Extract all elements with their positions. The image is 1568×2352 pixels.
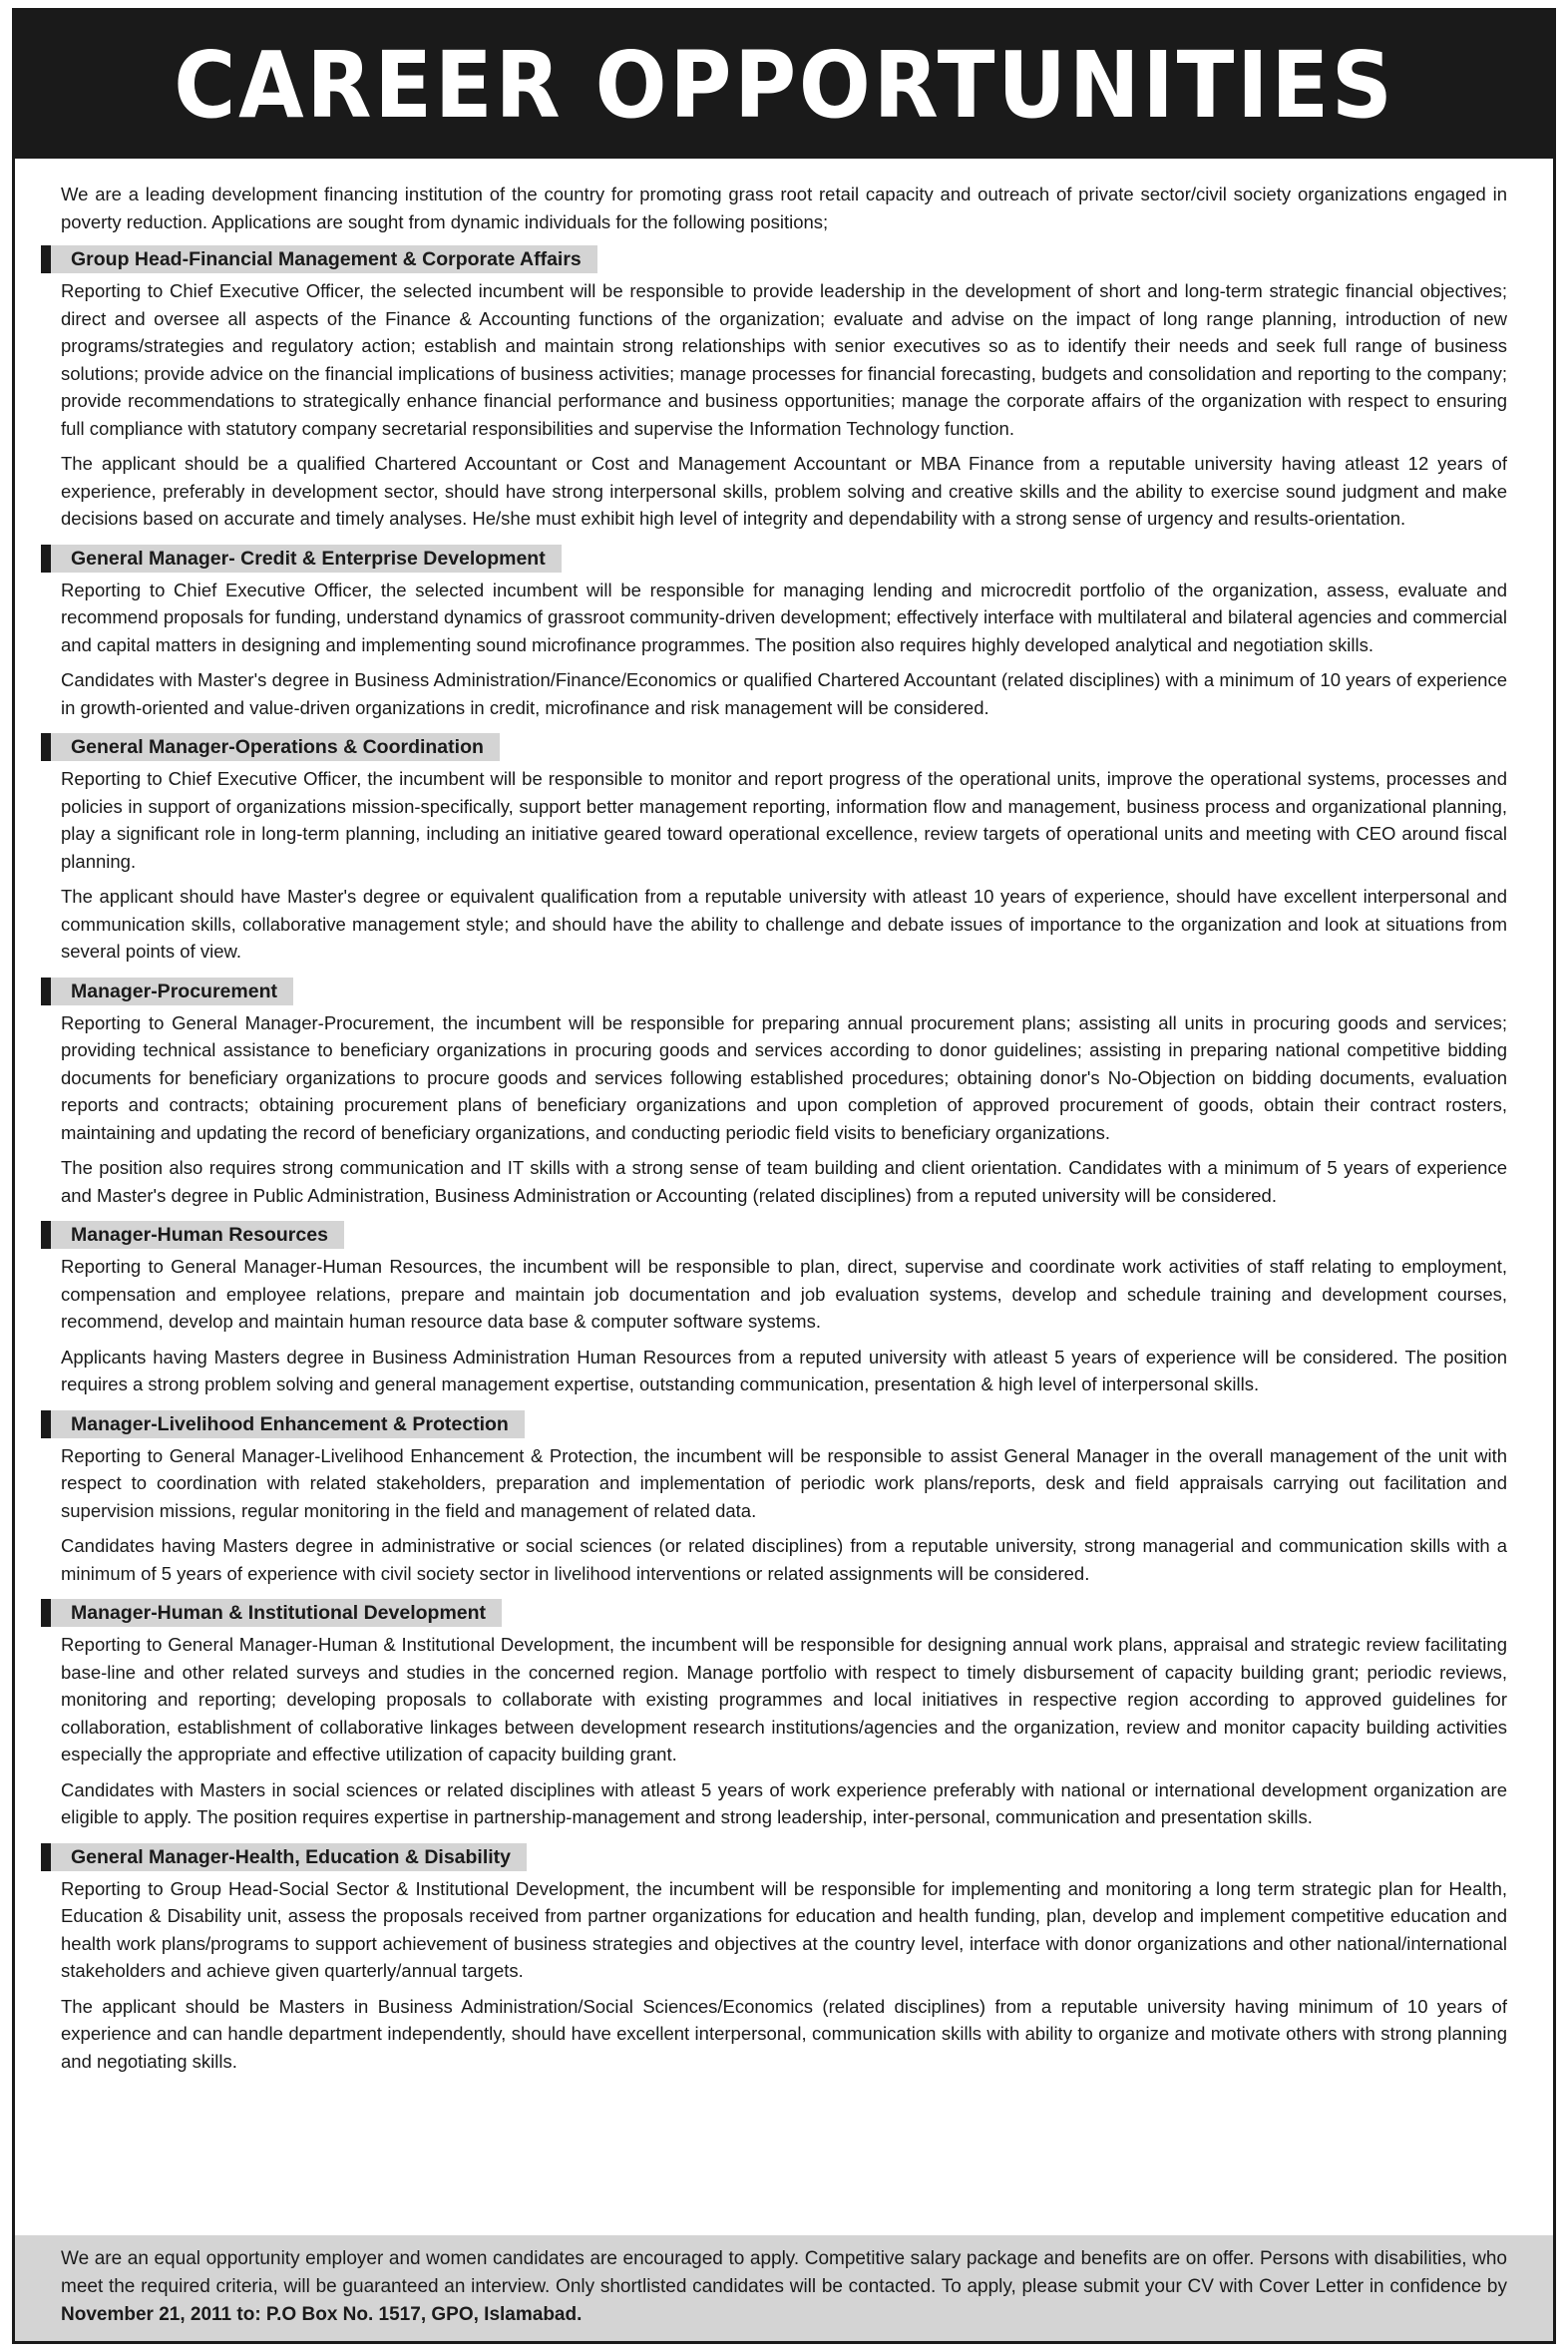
position-paragraph: Reporting to Chief Executive Officer, the incumbent will be responsible to monitor and report progress of the operational units, improve the operational systems, processes and policies in support of organizations mission-specifically, support better management reporting, information flow and management, business process and organizational planning, play a significant role in long-term planning, including an initiative geared toward operational excellence, review targets of operational units and meeting with CEO around fiscal planning. <box>61 768 1507 872</box>
position-title: General Manager-Operations & Coordination <box>41 733 500 761</box>
advertisement-page <box>12 8 1556 2344</box>
position-title: General Manager- Credit & Enterprise Development <box>41 545 562 573</box>
position-section <box>41 1595 1527 1831</box>
banner <box>15 11 1553 159</box>
footer-text: We are an equal opportunity employer and women candidates are encouraged to apply. Competitive salary package and benefits are on offer. Persons with disabilities, who meet the required criteria, will be guaranteed an interview. Only shortlisted candidates will be contacted. To apply, please submit your CV with Cover Letter in confidence by <box>61 2248 1507 2297</box>
position-section <box>41 1406 1527 1588</box>
position-title: Manager-Procurement <box>41 978 293 1005</box>
position-section <box>41 1217 1527 1398</box>
position-paragraph: Reporting to Chief Executive Officer, the selected incumbent will be responsible to provide leadership in the development of short and long-term strategic financial objectives; direct and oversee all aspects of the Finance & Accounting functions of the organization; evaluate and advise on the impact of long range planning, introduction of new programs/strategies and regulatory action; establish and maintain strong relationships with senior executives so as to identify their needs and seek full range of business solutions; provide advice on the financial implications of business activities; manage processes for financial forecasting, budgets and consolidation and reporting to the company; provide recommendations to strategically enhance financial performance and business opportunities; manage the corporate affairs of the organization with respect to ensuring full compliance with statutory company secretarial responsibilities and supervise the Information Technology function. <box>61 280 1507 439</box>
position-paragraph: Reporting to General Manager-Procurement, the incumbent will be responsible for preparing annual procurement plans; assisting all units in procuring goods and services; providing technical assistance to beneficiary organizations in procuring goods and services according to donor guidelines; assisting in preparing national competitive bidding documents for beneficiary organizations to procure goods and services following established procedures; obtaining donor's No-Objection on bidding documents, evaluation reports and contracts; obtaining procurement plans of beneficiary organizations and upon completion of approved procurement of goods, obtain their contract rosters, maintaining and updating the record of beneficiary organizations, and conducting periodic field visits to beneficiary organizations. <box>61 1011 1507 1143</box>
position-section <box>41 541 1527 722</box>
position-paragraph: Reporting to General Manager-Livelihood Enhancement & Protection, the incumbent will be responsible to assist General Manager in the overall management of the unit with respect to coordination with related stakeholders, preparation and implementation of periodic work plans/reports, desk and field appraisals carrying out facilitation and supervision missions, regular monitoring in the field and management of related data. <box>61 1444 1507 1521</box>
position-paragraph: Reporting to Chief Executive Officer, the selected incumbent will be responsible for managing lending and microcredit portfolio of the organization, assess, evaluate and recommend proposals for funding, understand dynamics of grassroot community-driven development; effectively interface with multilateral and bilateral agencies and commercial and capital matters in designing and implementing sound microfinance programmes. The position also requires highly developed analytical and negotiation skills. <box>61 579 1507 655</box>
position-section <box>41 729 1527 966</box>
position-title: Manager-Human Resources <box>41 1221 344 1249</box>
position-paragraph: Candidates with Masters in social sciences or related disciplines with atleast 5 years of work experience preferably with national or international development organization are eligible to apply. The position requires expertise in partnership-management and strong leadership, inter-personal, communication and presentation skills. <box>61 1778 1507 1827</box>
position-paragraph: The applicant should be Masters in Business Administration/Social Sciences/Economics (related disciplines) from a reputable university having minimum of 10 years of experience and can handle department independently, should have excellent interpersonal, communication skills with ability to organize and motivate others with strong planning and negotiating skills. <box>61 1995 1507 2072</box>
position-paragraph: Reporting to General Manager-Human & Institutional Development, the incumbent will be responsible for designing annual work plans, appraisal and strategic review facilitating base-line and other related surveys and studies in the concerned region. Manage portfolio with respect to timely disbursement of capacity building grant; periodic reviews, monitoring and reporting; developing proposals to collaborate with existing programmes and local initiatives in respective region according to approved guidelines for collaboration, establishment of collaborative linkages between development research institutions/agencies and the organization, review and monitor capacity building activities especially the appropriate and effective utilization of capacity building grant. <box>61 1634 1507 1764</box>
position-paragraph: Candidates having Masters degree in administrative or social sciences (or related disciplines) from a reputable university, strong managerial and communication skills with a minimum of 5 years of experience with civil society sector in livelihood interventions or related assignments will be considered. <box>61 1535 1507 1584</box>
intro-paragraph: We are a leading development financing institution of the country for promoting grass root retail capacity and outreach of private sector/civil society organizations engaged in poverty reduction. Applications are sought from dynamic individuals for the following positions; <box>61 184 1507 232</box>
footer-note <box>15 2235 1553 2341</box>
position-title: Group Head-Financial Management & Corporate Affairs <box>41 245 597 273</box>
content <box>15 159 1553 2075</box>
position-paragraph: Applicants having Masters degree in Business Administration Human Resources from a reputed university with atleast 5 years of experience will be considered. The position requires a strong problem solving and general management expertise, outstanding communication, presentation & high level of interpersonal skills. <box>61 1346 1507 1394</box>
position-section <box>41 1839 1527 2076</box>
position-title: Manager-Livelihood Enhancement & Protection <box>41 1410 525 1438</box>
position-paragraph: The position also requires strong communication and IT skills with a strong sense of team building and client orientation. Candidates with a minimum of 5 years of experience and Master's degree in Public Administration, Business Administration or Accounting (related disciplines) from a reputed university will be considered. <box>61 1157 1507 1206</box>
position-paragraph: Reporting to Group Head-Social Sector & Institutional Development, the incumbent will be responsible for implementing and monitoring a long term strategic plan for Health, Education & Disability unit, assess the proposals received from partner organizations for education and health funding, plan, develop and implement competitive education and health work plans/programs to support achievement of business strategies and objectives at the country level, interface with donor organizations and other national/international stakeholders and achieve given quarterly/annual targets. <box>61 1877 1507 1981</box>
position-section <box>41 241 1527 533</box>
position-list <box>41 241 1527 2075</box>
position-title: General Manager-Health, Education & Disability <box>41 1843 527 1871</box>
footer-deadline: November 21, 2011 to: P.O Box No. 1517, GPO, Islamabad. <box>61 2304 583 2325</box>
position-paragraph: Candidates with Master's degree in Business Administration/Finance/Economics or qualified Chartered Accountant (related disciplines) with a minimum of 10 years of experience in growth-oriented and value-driven organizations in credit, microfinance and risk management will be considered. <box>61 669 1507 718</box>
position-paragraph: The applicant should be a qualified Chartered Accountant or Cost and Management Accountant or MBA Finance from a reputable university having atleast 12 years of experience, preferably in development sector, should have strong interpersonal skills, problem solving and creative skills and the ability to exercise sound judgment and make decisions based on accurate and timely analyses. He/she must exhibit high level of integrity and dependability with a strong sense of urgency and results-orientation. <box>61 453 1507 529</box>
position-paragraph: Reporting to General Manager-Human Resources, the incumbent will be responsible to plan, direct, supervise and coordinate work activities of staff relating to employment, compensation and employee relations, prepare and maintain job documentation and job evaluation systems, develop and schedule training and development courses, recommend, develop and maintain human resource data base & computer software systems. <box>61 1256 1507 1332</box>
position-section <box>41 974 1527 1210</box>
banner-title: CAREER OPPORTUNITIES <box>173 31 1395 139</box>
position-title: Manager-Human & Institutional Development <box>41 1599 502 1627</box>
position-paragraph: The applicant should have Master's degree or equivalent qualification from a reputable university with atleast 10 years of experience, should have excellent interpersonal and communication skills, collaborative management style; and should have the ability to challenge and debate issues of importance to the organization and look at situations from several points of view. <box>61 886 1507 962</box>
